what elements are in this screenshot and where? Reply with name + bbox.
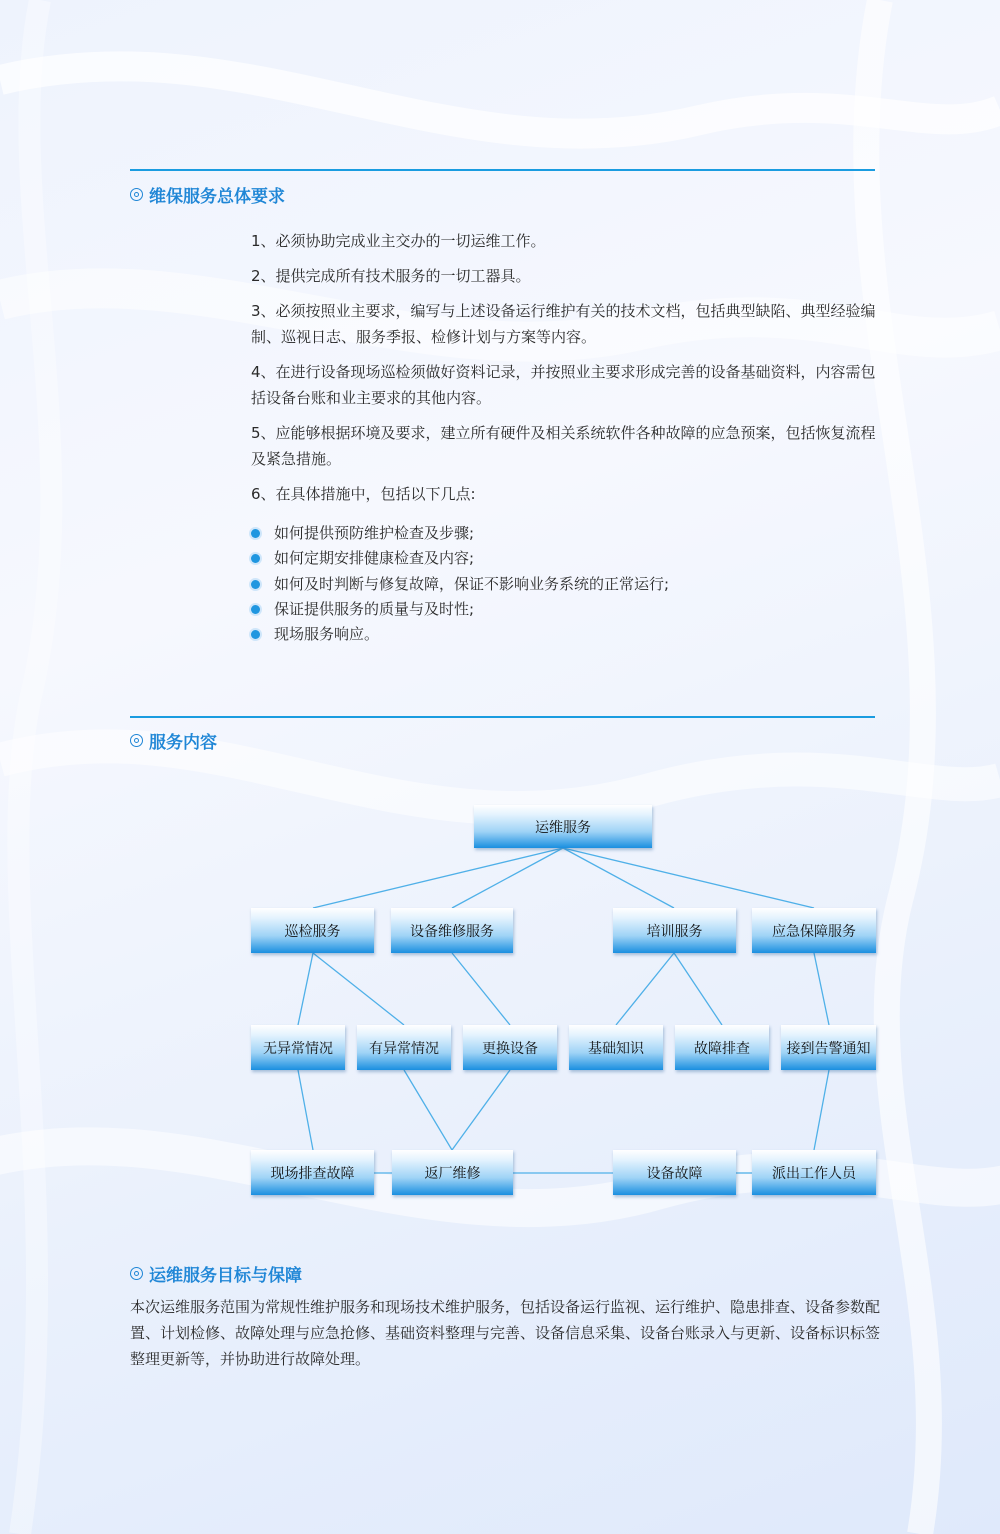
node-no-anomaly: 无异常情况 <box>251 1025 345 1070</box>
requirements-list <box>251 228 881 516</box>
target-icon <box>130 734 143 747</box>
measure-item <box>251 572 881 597</box>
node-onsite-check: 现场排查故障 <box>251 1150 374 1195</box>
bullet-icon <box>251 605 260 614</box>
measure-item <box>251 521 881 546</box>
node-factory-repair: 返厂维修 <box>392 1150 513 1195</box>
measure-text: 保证提供服务的质量与及时性; <box>274 599 475 618</box>
requirements-heading <box>130 182 285 207</box>
section-divider <box>130 169 875 171</box>
node-inspection-service: 巡检服务 <box>251 908 374 953</box>
node-ops-service: 运维服务 <box>474 805 652 848</box>
requirement-item: 6、在具体措施中，包括以下几点: <box>251 485 476 503</box>
node-troubleshooting: 故障排查 <box>675 1025 769 1070</box>
requirements-title: 维保服务总体要求 <box>149 187 285 207</box>
goals-heading <box>130 1261 302 1286</box>
goals-paragraph: 本次运维服务范围为常规性维护服务和现场技术维护服务，包括设备运行监视、运行维护、隐患排查、设备参数配置、计划检修、故障处理与应急抢修、基础资料整理与完善、设备信息采集、设备台账录入与更新、设备标识标签整理更新等，并协助进行故障处理。 <box>130 1298 881 1368</box>
target-icon <box>130 188 143 201</box>
bullet-icon <box>251 554 260 563</box>
bullet-icon <box>251 529 260 538</box>
requirement-item: 1、必须协助完成业主交办的一切运维工作。 <box>251 232 546 250</box>
goals-title: 运维服务目标与保障 <box>149 1266 302 1286</box>
node-basic-knowledge: 基础知识 <box>569 1025 663 1070</box>
requirement-item: 5、应能够根据环境及要求，建立所有硬件及相关系统软件各种故障的应急预案，包括恢复流程及紧急措施。 <box>251 424 876 468</box>
bullet-icon <box>251 630 260 639</box>
diagram-connectors <box>240 795 890 1205</box>
target-icon <box>130 1267 143 1280</box>
node-alarm-notice: 接到告警通知 <box>781 1025 876 1070</box>
measure-text: 如何提供预防维护检查及步骤; <box>274 524 475 542</box>
requirement-item: 3、必须按照业主要求，编写与上述设备运行维护有关的技术文档，包括典型缺陷、典型经验编制、巡视日志、服务季报、检修计划与方案等内容。 <box>251 302 876 346</box>
measure-text: 如何定期安排健康检查及内容; <box>274 549 475 568</box>
requirement-item: 4、在进行设备现场巡检须做好资料记录，并按照业主要求形成完善的设备基础资料，内容需包括设备台账和业主要求的其他内容。 <box>251 363 876 407</box>
service-heading <box>130 728 217 753</box>
bullet-icon <box>251 580 260 589</box>
node-replace-equipment: 更换设备 <box>463 1025 557 1070</box>
measure-item <box>251 597 881 622</box>
node-repair-service: 设备维修服务 <box>391 908 513 953</box>
measures-list <box>251 521 881 647</box>
requirement-item: 2、提供完成所有技术服务的一切工器具。 <box>251 267 531 285</box>
node-anomaly: 有异常情况 <box>357 1025 451 1070</box>
measure-item <box>251 546 881 571</box>
node-dispatch-staff: 派出工作人员 <box>752 1150 876 1195</box>
measure-item <box>251 622 881 647</box>
measure-text: 如何及时判断与修复故障，保证不影响业务系统的正常运行; <box>274 574 670 593</box>
node-training-service: 培训服务 <box>613 908 736 953</box>
service-diagram <box>240 795 890 1205</box>
section-divider <box>130 716 875 718</box>
node-equipment-fault: 设备故障 <box>613 1150 736 1195</box>
measure-text: 现场服务响应。 <box>274 625 380 644</box>
node-emergency-service: 应急保障服务 <box>752 908 876 953</box>
service-title: 服务内容 <box>149 733 217 753</box>
